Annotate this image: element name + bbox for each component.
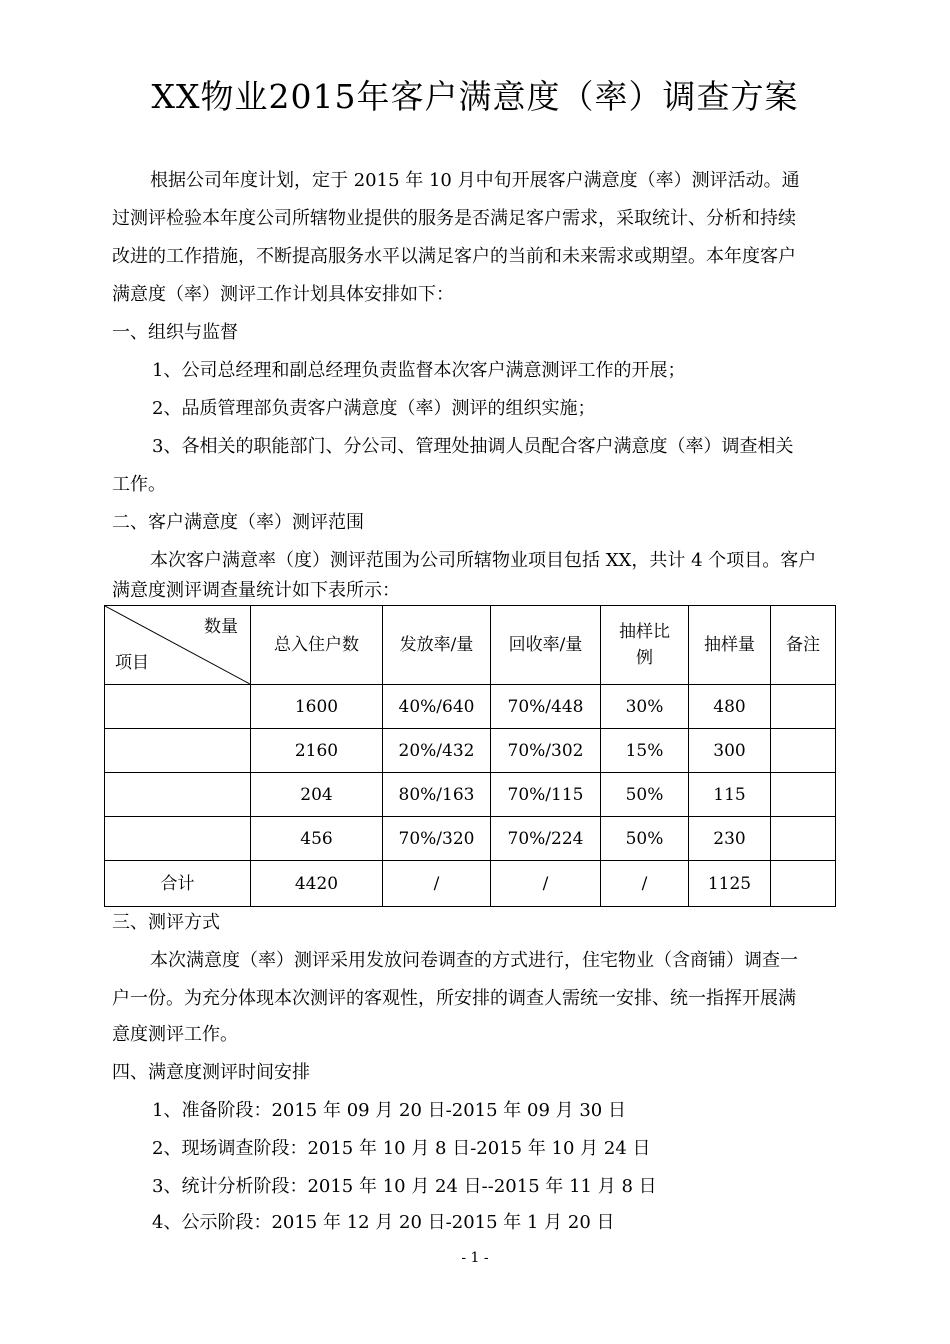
section3-text: 意度测评工作。 <box>112 1024 238 1045</box>
section1-heading: 一、组织与监督 <box>112 322 238 343</box>
column-header: 总入住户数 <box>251 606 383 685</box>
section3-text: 户一份。为充分体现本次测评的客观性，所安排的调查人需统一安排、统一指挥开展满 <box>112 988 796 1009</box>
table-cell <box>105 773 251 817</box>
table-cell: 合计 <box>105 861 251 907</box>
page-number: - 1 - <box>461 1250 489 1266</box>
section1-item: 2、品质管理部负责客户满意度（率）测评的组织实施； <box>152 398 596 419</box>
table-cell: / <box>383 861 491 907</box>
schedule-item: 3、统计分析阶段：2015 年 10 月 24 日--2015 年 11 月 8 日 <box>152 1176 657 1197</box>
survey-stats-table <box>104 605 836 907</box>
table-cell <box>771 773 836 817</box>
table-cell <box>771 817 836 861</box>
table-header-row <box>105 606 836 685</box>
intro-line: 过测评检验本年度公司所辖物业提供的服务是否满足客户需求，采取统计、分析和持续 <box>112 208 796 229</box>
table-cell: 70%/320 <box>383 817 491 861</box>
section3-heading: 三、测评方式 <box>112 912 220 933</box>
table-cell: 80%/163 <box>383 773 491 817</box>
table-cell: 40%/640 <box>383 685 491 729</box>
column-header: 回收率/量 <box>491 606 601 685</box>
table-cell: / <box>491 861 601 907</box>
section2-text: 本次客户满意率（度）测评范围为公司所辖物业项目包括 XX，共计 4 个项目。客户 <box>150 550 817 571</box>
table-cell: 2160 <box>251 729 383 773</box>
intro-line: 满意度（率）测评工作计划具体安排如下： <box>112 284 454 305</box>
intro-line: 改进的工作措施，不断提高服务水平以满足客户的当前和未来需求或期望。本年度客户 <box>112 246 796 267</box>
column-header: 发放率/量 <box>383 606 491 685</box>
table-cell: 70%/302 <box>491 729 601 773</box>
table-cell: 70%/448 <box>491 685 601 729</box>
table-total-row <box>105 861 836 907</box>
column-header: 抽样比例 <box>601 606 689 685</box>
table-cell: 30% <box>601 685 689 729</box>
table-row <box>105 729 836 773</box>
table-cell: 204 <box>251 773 383 817</box>
section2-text: 满意度测评调查量统计如下表所示： <box>112 580 400 601</box>
table-cell <box>771 729 836 773</box>
table-row <box>105 773 836 817</box>
intro-line: 根据公司年度计划，定于 2015 年 10 月中旬开展客户满意度（率）测评活动。通 <box>150 170 800 191</box>
section1-item: 1、公司总经理和副总经理负责监督本次客户满意测评工作的开展； <box>152 360 686 381</box>
table-cell: 50% <box>601 773 689 817</box>
section1-item-continued: 工作。 <box>112 474 166 495</box>
table-row <box>105 817 836 861</box>
table-cell: 70%/115 <box>491 773 601 817</box>
table-cell: 456 <box>251 817 383 861</box>
table-cell <box>105 685 251 729</box>
schedule-item: 2、现场调查阶段：2015 年 10 月 8 日-2015 年 10 月 24 日 <box>152 1138 651 1159</box>
table-cell <box>105 729 251 773</box>
table-cell: 70%/224 <box>491 817 601 861</box>
schedule-item: 1、准备阶段：2015 年 09 月 20 日-2015 年 09 月 30 日 <box>152 1100 626 1121</box>
column-header: 抽样量 <box>689 606 771 685</box>
schedule-item: 4、公示阶段：2015 年 12 月 20 日-2015 年 1 月 20 日 <box>152 1212 615 1233</box>
table-cell: 300 <box>689 729 771 773</box>
table-cell <box>771 685 836 729</box>
table-cell: 4420 <box>251 861 383 907</box>
table-cell: 230 <box>689 817 771 861</box>
table-cell: 15% <box>601 729 689 773</box>
table-cell <box>105 817 251 861</box>
table-cell: 1600 <box>251 685 383 729</box>
diagonal-header-cell <box>105 606 251 685</box>
table-cell <box>771 861 836 907</box>
table-cell: 50% <box>601 817 689 861</box>
table-cell: 1125 <box>689 861 771 907</box>
section2-heading: 二、客户满意度（率）测评范围 <box>112 512 364 533</box>
table-cell: 115 <box>689 773 771 817</box>
table-cell: 20%/432 <box>383 729 491 773</box>
diag-label-item: 项目 <box>115 653 149 673</box>
section4-heading: 四、满意度测评时间安排 <box>112 1062 310 1083</box>
table-row <box>105 685 836 729</box>
diag-label-quantity: 数量 <box>204 617 238 637</box>
section1-item: 3、各相关的职能部门、分公司、管理处抽调人员配合客户满意度（率）调查相关 <box>152 436 794 457</box>
section3-text: 本次满意度（率）测评采用发放问卷调查的方式进行，住宅物业（含商铺）调查一 <box>150 950 798 971</box>
column-header: 备注 <box>771 606 836 685</box>
table-cell: / <box>601 861 689 907</box>
table-cell: 480 <box>689 685 771 729</box>
document-title: XX物业2015年客户满意度（率）调查方案 <box>151 77 799 116</box>
